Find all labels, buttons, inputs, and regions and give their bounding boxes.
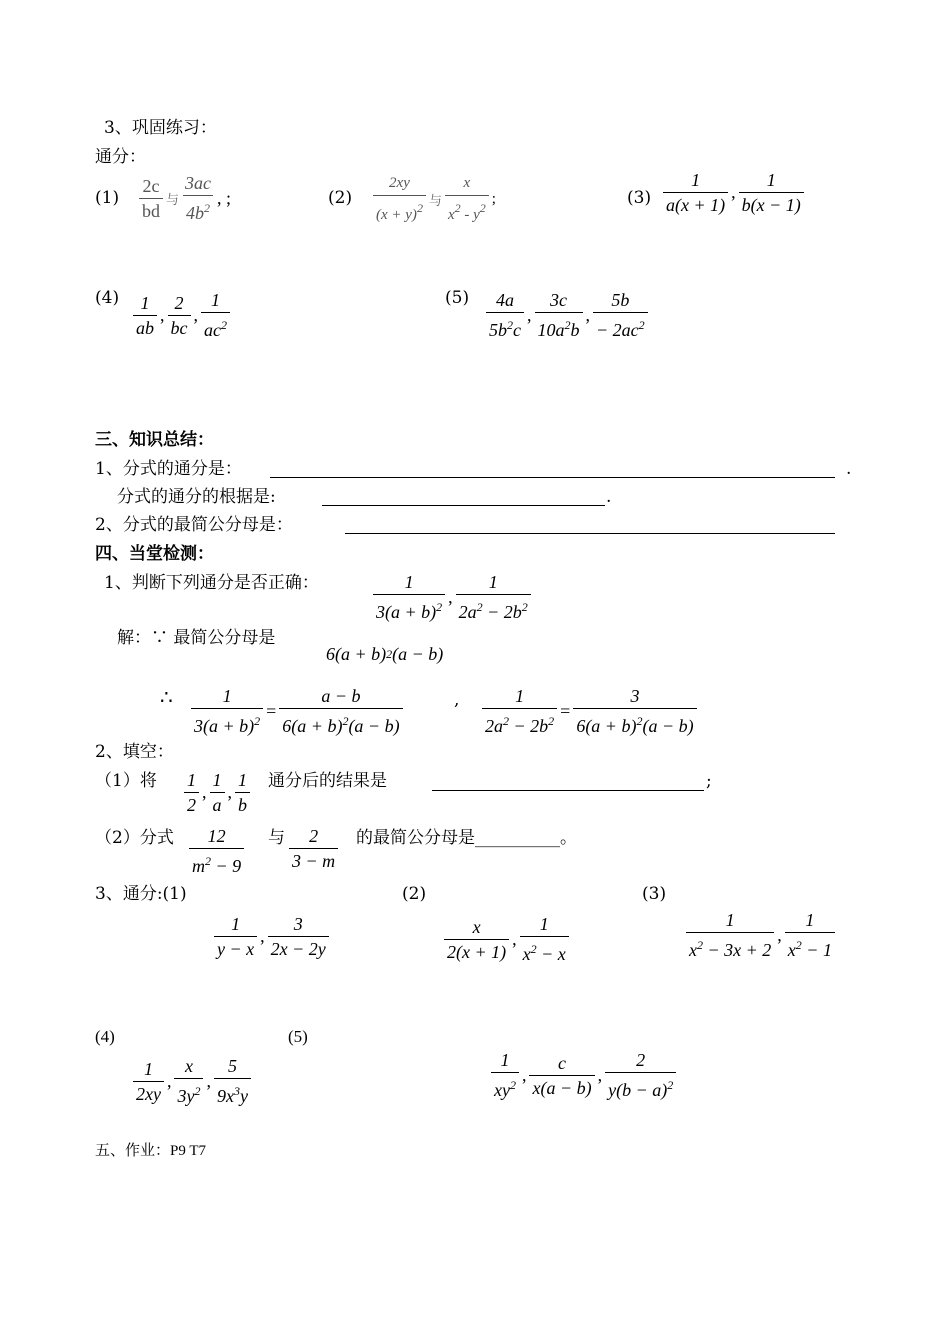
- exercise-4-expression: $\frac{1}{2xy}$ , $\frac{x}{3y^2}$ , $\frac{5}{9x^3y}$: [132, 1056, 252, 1106]
- check-q2: 2、填空：: [95, 742, 174, 762]
- problem-label: (2): [328, 188, 353, 208]
- fill-2-text: 的最简公分母是__________。: [356, 828, 577, 848]
- problem-label: (5): [288, 1027, 308, 1046]
- homework-line: [95, 1140, 206, 1161]
- period: .: [606, 487, 612, 507]
- answer-blank[interactable]: [270, 477, 835, 478]
- lcd-expression: 6(a + b) 2 (a − b): [326, 644, 444, 664]
- homework-value: P9 T7: [170, 1143, 206, 1159]
- exercise-2-expression: $\frac{x}{2(x + 1)}$ , $\frac{1}{x^2 - x}$: [443, 914, 570, 964]
- problem-label: (5): [445, 288, 470, 308]
- problem-label: (4): [95, 288, 120, 308]
- answer-blank[interactable]: [432, 790, 704, 791]
- semicolon: ;: [706, 771, 712, 791]
- therefore-symbol: ∴: [160, 685, 173, 709]
- problem-2-expression: $\frac{2xy}{(x + y)^2}$ 与 $\frac{x}{x^2 - y^2}$ ;: [372, 173, 498, 225]
- problem-label: (1): [95, 188, 120, 208]
- summary-q1b: 分式的通分的根据是:: [117, 487, 276, 507]
- fill-2-fraction-b: $\frac{2}{3 - m}$: [288, 826, 339, 871]
- check-q1-fractions: $\frac{1}{3(a + b)^2}$ , $\frac{1}{2a^2 - 2b^2}$: [372, 572, 532, 622]
- equation-2: $\frac{1}{2a^2 - 2b^2}$ = $\frac{3}{6(a + b)^2(a - b)}$: [481, 686, 698, 736]
- summary-q2: 2、分式的最简公分母是：: [95, 515, 293, 535]
- summary-heading: 三、知识总结：: [95, 430, 214, 450]
- equation-1: $\frac{1}{3(a + b)^2}$ = $\frac{a - b}{6(a + b)^2(a - b)}$: [190, 686, 404, 736]
- fill-2-prefix: （2）分式: [95, 828, 174, 848]
- problem-label: (3): [627, 188, 652, 208]
- problem-1-expression: $\frac{2c}{bd}$ 与 $\frac{3ac}{4b^2}$ , ;: [138, 173, 233, 223]
- problem-label: (4): [95, 1027, 115, 1046]
- exercise-3-expression: $\frac{1}{x^2 - 3x + 2}$ , $\frac{1}{x^2 - 1}$: [685, 910, 836, 960]
- check-q1: 1、判断下列通分是否正确：: [104, 573, 319, 593]
- fill-1-prefix: （1）将: [95, 771, 157, 791]
- solution-text: 解：∵ 最简公分母是: [117, 628, 276, 648]
- answer-blank[interactable]: [345, 533, 835, 534]
- problem-label: (3): [642, 884, 667, 904]
- exercise-1-expression: $\frac{1}{y - x}$ , $\frac{3}{2x - 2y}$: [213, 914, 330, 959]
- answer-blank[interactable]: [322, 505, 605, 506]
- fill-1-text: 通分后的结果是: [268, 771, 387, 791]
- problem-5-expression: $\frac{4a}{5b^2c}$ , $\frac{3c}{10a^2b}$ , $\frac{5b}{- 2ac^2}$: [485, 290, 649, 340]
- problem-4-expression: $\frac{1}{ab}$ , $\frac{2}{bc}$ , $\frac{1}{ac^2}$: [132, 290, 231, 340]
- period: .: [846, 459, 852, 479]
- homework-label: 五、作业：: [95, 1141, 171, 1159]
- summary-q1: 1、分式的通分是：: [95, 459, 242, 479]
- exercise-5-expression: $\frac{1}{xy^2}$ , $\frac{c}{x(a - b)}$ , $\frac{2}{y(b - a)^2}$: [490, 1050, 677, 1100]
- comma: ,: [454, 690, 460, 710]
- problem-3-expression: $\frac{1}{a(x + 1)}$ , $\frac{1}{b(x - 1)}$: [662, 170, 805, 215]
- intro-text: 通分：: [95, 147, 146, 167]
- fill-2-fraction-a: $\frac{12}{m^2 - 9}$: [188, 826, 245, 876]
- fill-2-conj: 与: [268, 828, 285, 848]
- check-heading: 四、当堂检测：: [95, 544, 214, 564]
- section-heading: 3、巩固练习：: [104, 118, 217, 138]
- fill-1-fractions: $\frac{1}{2}$ , $\frac{1}{a}$ , $\frac{1}{b}$: [183, 770, 251, 815]
- problem-label: (2): [402, 884, 427, 904]
- check-q3: 3、通分:(1): [95, 884, 187, 904]
